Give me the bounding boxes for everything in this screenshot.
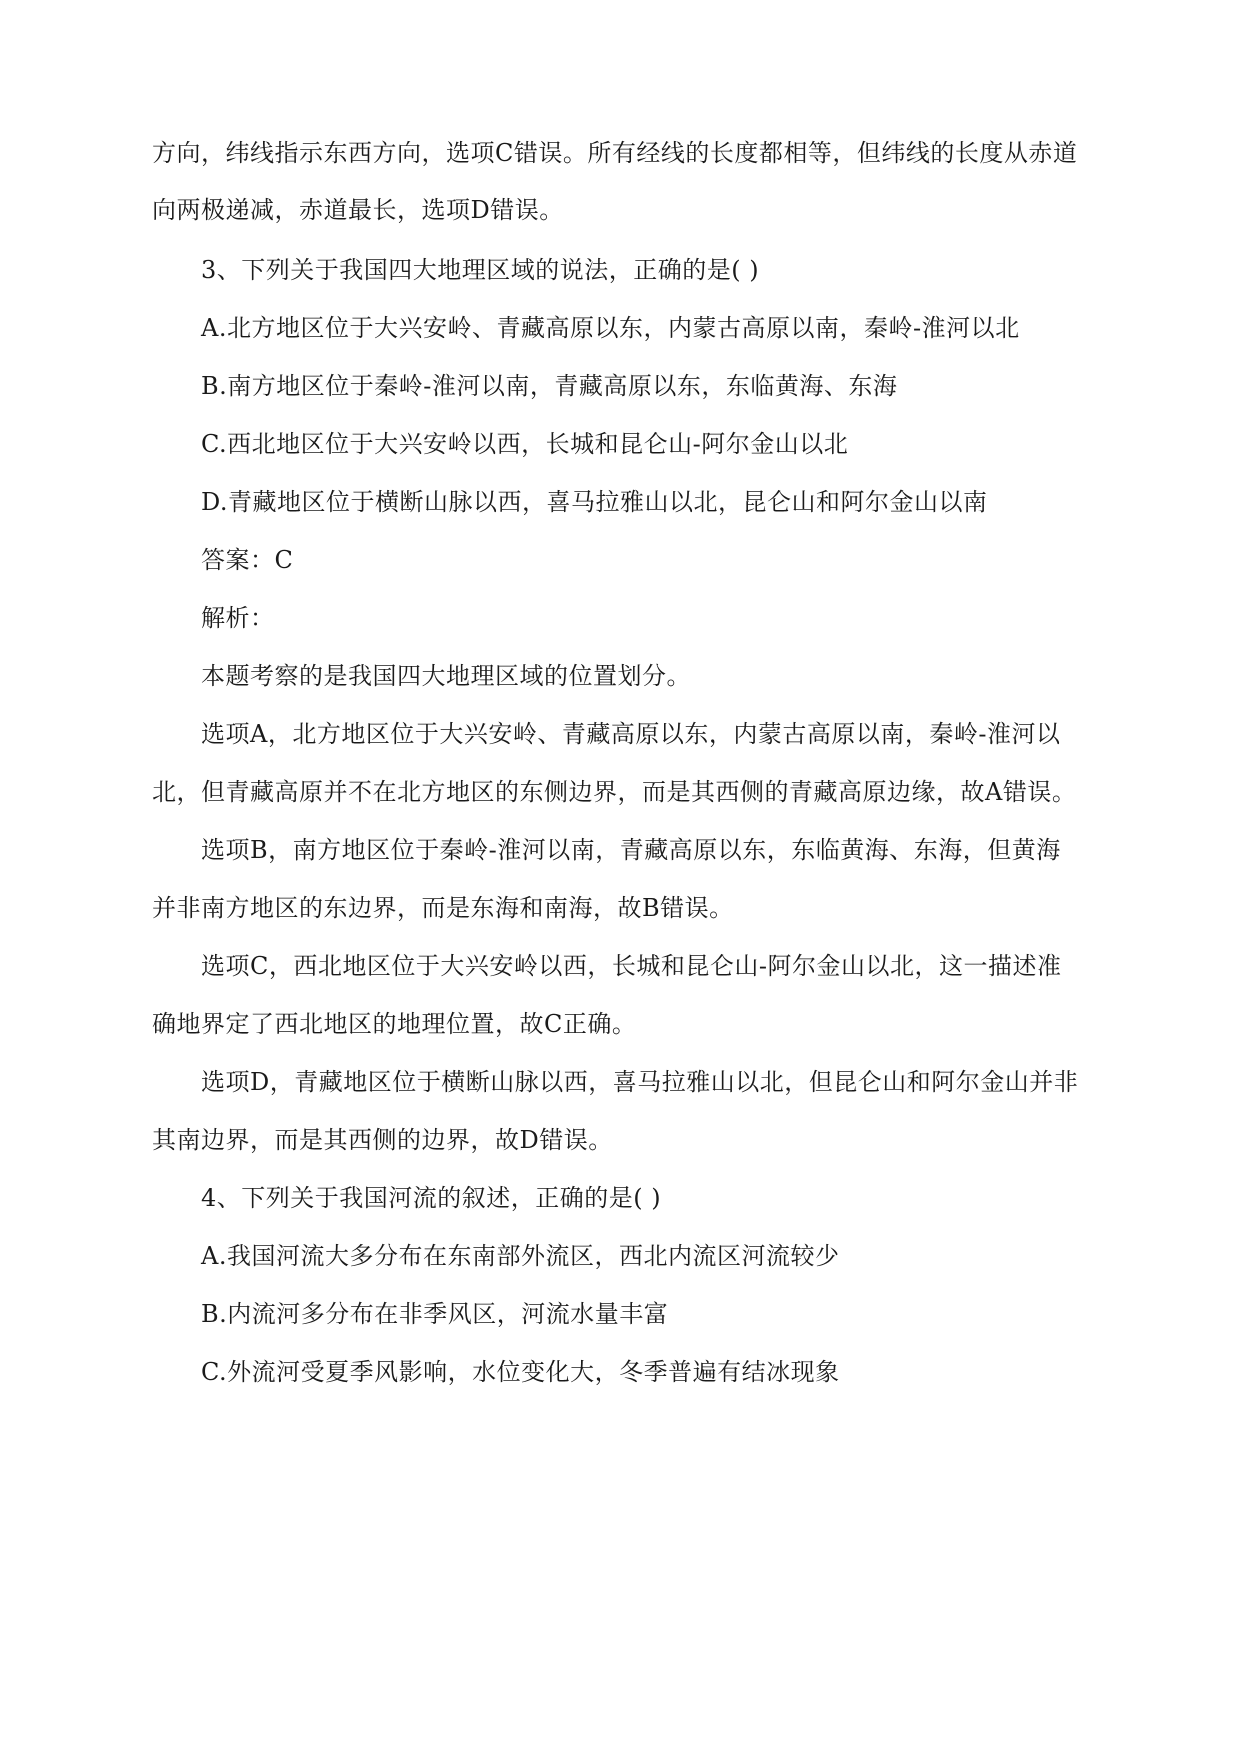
question-3-option-a: A.北方地区位于大兴安岭、青藏高原以东，内蒙古高原以南，秦岭-淮河以北 bbox=[201, 314, 1020, 342]
analysis-intro: 本题考察的是我国四大地理区域的位置划分。 bbox=[201, 662, 691, 690]
analysis-option-b-line-2: 并非南方地区的东边界，而是东海和南海，故B错误。 bbox=[152, 894, 734, 922]
paragraph-line: 方向，纬线指示东西方向，选项C错误。所有经线的长度都相等，但纬线的长度从赤道 bbox=[152, 139, 1078, 167]
question-3-option-d: D.青藏地区位于横断山脉以西，喜马拉雅山以北，昆仑山和阿尔金山以南 bbox=[201, 488, 988, 516]
question-4-option-b: B.内流河多分布在非季风区，河流水量丰富 bbox=[201, 1300, 669, 1328]
analysis-option-a-line-2: 北，但青藏高原并不在北方地区的东侧边界，而是其西侧的青藏高原边缘，故A错误。 bbox=[152, 778, 1077, 806]
question-3-option-c: C.西北地区位于大兴安岭以西，长城和昆仑山-阿尔金山以北 bbox=[201, 430, 849, 458]
analysis-option-c-line-1: 选项C，西北地区位于大兴安岭以西，长城和昆仑山-阿尔金山以北，这一描述准 bbox=[201, 952, 1062, 980]
paragraph-line: 向两极递减，赤道最长，选项D错误。 bbox=[152, 196, 564, 224]
analysis-option-a-line-1: 选项A，北方地区位于大兴安岭、青藏高原以东，内蒙古高原以南，秦岭-淮河以 bbox=[201, 720, 1061, 748]
question-3-stem: 3、下列关于我国四大地理区域的说法，正确的是( ) bbox=[201, 256, 760, 284]
analysis-heading: 解析： bbox=[201, 604, 275, 632]
question-4-option-a: A.我国河流大多分布在东南部外流区，西北内流区河流较少 bbox=[201, 1242, 840, 1270]
question-4-option-c: C.外流河受夏季风影响，水位变化大，冬季普遍有结冰现象 bbox=[201, 1358, 840, 1386]
analysis-option-b-line-1: 选项B，南方地区位于秦岭-淮河以南，青藏高原以东，东临黄海、东海，但黄海 bbox=[201, 836, 1061, 864]
question-3-option-b: B.南方地区位于秦岭-淮河以南，青藏高原以东，东临黄海、东海 bbox=[201, 372, 898, 400]
analysis-option-d-line-1: 选项D，青藏地区位于横断山脉以西，喜马拉雅山以北，但昆仑山和阿尔金山并非 bbox=[201, 1068, 1079, 1096]
analysis-option-c-line-2: 确地界定了西北地区的地理位置，故C正确。 bbox=[152, 1010, 637, 1038]
question-4-stem: 4、下列关于我国河流的叙述，正确的是( ) bbox=[201, 1184, 662, 1212]
analysis-option-d-line-2: 其南边界，而是其西侧的边界，故D错误。 bbox=[152, 1126, 613, 1154]
question-3-answer: 答案：C bbox=[201, 546, 294, 574]
